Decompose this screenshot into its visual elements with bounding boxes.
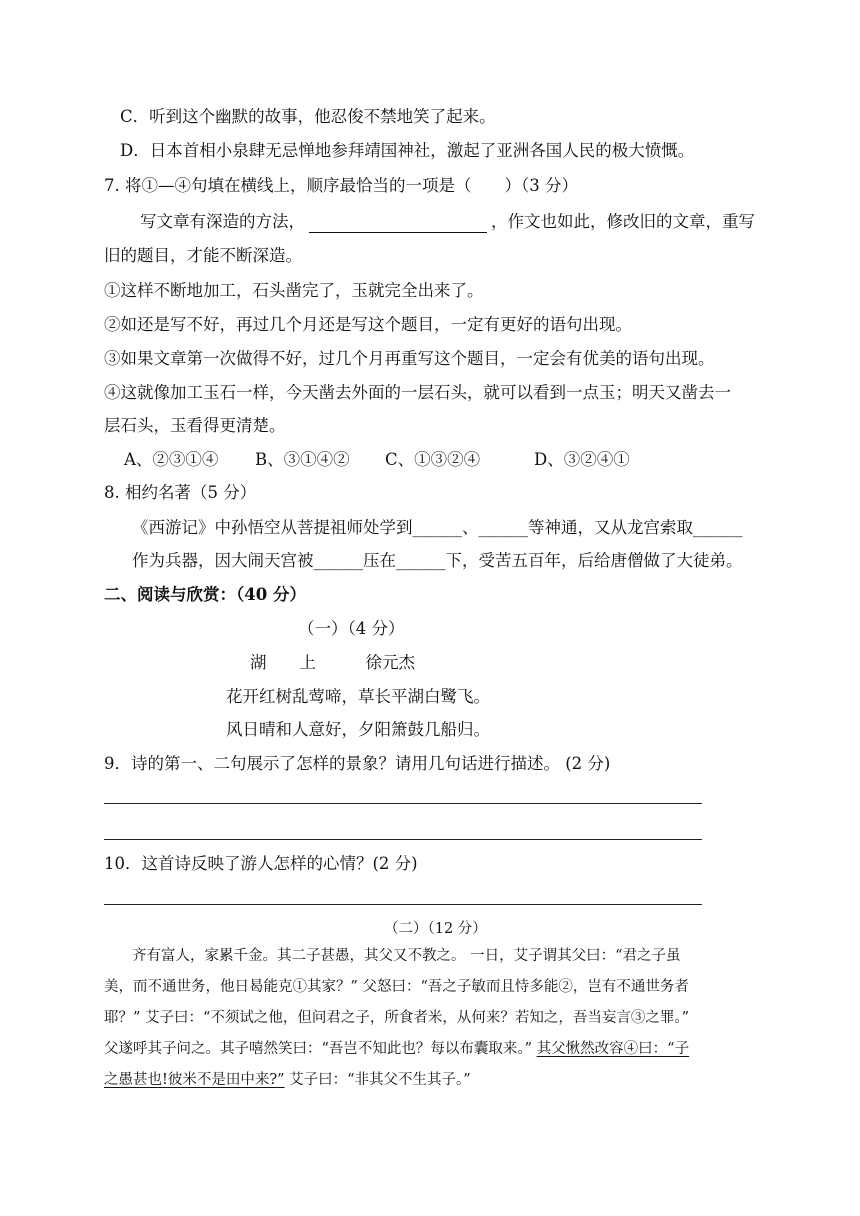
passage-line-3: 耶？” 艾子曰：“不须试之他，但问君之子，所食者米，从何来？若知之，吾当妄言③之罪。” bbox=[104, 1010, 690, 1026]
passage-line-4-text: 父遂呼其子问之。其子嘻然笑曰：“吾岂不知此也？每以布囊取来。” bbox=[104, 1041, 533, 1057]
option-d: D．日本首相小泉肆无忌惮地参拜靖国神社，激起了亚洲各国人民的极大愤慨。 bbox=[120, 141, 695, 160]
choice-d: D、③②④① bbox=[534, 450, 630, 469]
question-10: 10．这首诗反映了游人怎样的心情？(2 分) bbox=[104, 854, 418, 873]
passage-start: 写文章有深造的方法， bbox=[140, 212, 305, 231]
part-2-title: （二）（12 分） bbox=[384, 921, 487, 937]
question-7-item-1: ①这样不断地加工，石头凿完了，玉就完全出来了。 bbox=[104, 281, 484, 300]
question-7-item-4-cont: 层石头，玉看得更清楚。 bbox=[104, 416, 286, 435]
question-7-item-4: ④这就像加工玉石一样，今天凿去外面的一层石头，就可以看到一点玉；明天又凿去一 bbox=[104, 383, 731, 402]
question-8-line-2: 作为兵器，因大闹天宫被______压在______下，受苦五百年，后给唐僧做了大徒弟。 bbox=[132, 551, 743, 570]
answer-line-10 bbox=[104, 904, 702, 905]
answer-line-9b bbox=[104, 839, 702, 840]
passage-line-1: 齐有富人，家累千金。其二子甚愚，其父又不教之。 一日，艾子谓其父曰：“君之子虽 bbox=[132, 948, 681, 964]
choice-b: B、③①④② bbox=[255, 450, 350, 469]
passage-underlined-part-a: 其父愀然改容④曰：“子 bbox=[536, 1041, 690, 1057]
poem-title: 湖 上 徐元杰 bbox=[250, 653, 415, 672]
passage-line-5 bbox=[104, 1069, 471, 1091]
section-2-title: 二、阅读与欣赏：（40 分） bbox=[104, 585, 306, 604]
question-7-item-2: ②如还是写不好，再过几个月还是写这个题目，一定有更好的语句出现。 bbox=[104, 315, 632, 334]
passage-line-4 bbox=[104, 1038, 689, 1060]
answer-line-9a bbox=[104, 803, 702, 804]
question-7-stem: 7. 将①—④句填在横线上，顺序最恰当的一项是（ ）（3 分） bbox=[104, 176, 578, 195]
passage-underlined-part-b: 之愚甚也!彼米不是田中来?” bbox=[104, 1072, 285, 1088]
question-8-line-1: 《西游记》中孙悟空从菩提祖师处学到______、______等神通，又从龙宫索取______ bbox=[132, 518, 743, 537]
passage-line-2: 美，而不通世务，他日曷能克①其家？” 父怒曰：“吾之子敏而且恃多能②，岂有不通世务者 bbox=[104, 979, 689, 995]
question-7-item-3: ③如果文章第一次做得不好，过几个月再重写这个题目，一定会有优美的语句出现。 bbox=[104, 349, 715, 368]
question-7-passage-cont: 旧的题目，才能不断深造。 bbox=[104, 246, 302, 265]
question-7-passage bbox=[140, 211, 755, 233]
poem-line-2: 风日晴和人意好，夕阳箫鼓几船归。 bbox=[226, 720, 490, 739]
option-c: C．听到这个幽默的故事，他忍俊不禁地笑了起来。 bbox=[120, 107, 496, 126]
question-8-stem: 8. 相约名著（5 分） bbox=[104, 483, 257, 502]
choice-a: A、②③①④ bbox=[124, 450, 219, 469]
passage-tail: 艾子曰：“非其父不生其子。” bbox=[289, 1072, 471, 1088]
passage-end: ，作文也如此，修改旧的文章，重写 bbox=[491, 212, 755, 231]
fill-blank bbox=[309, 216, 487, 233]
poem-line-1: 花开红树乱莺啼，草长平湖白鹭飞。 bbox=[226, 687, 490, 706]
choice-c: C、①③②④ bbox=[385, 450, 481, 469]
part-1-title: （一）（4 分） bbox=[298, 619, 405, 638]
question-9: 9．诗的第一、二句展示了怎样的景象？请用几句话进行描述。 (2 分) bbox=[104, 754, 611, 773]
